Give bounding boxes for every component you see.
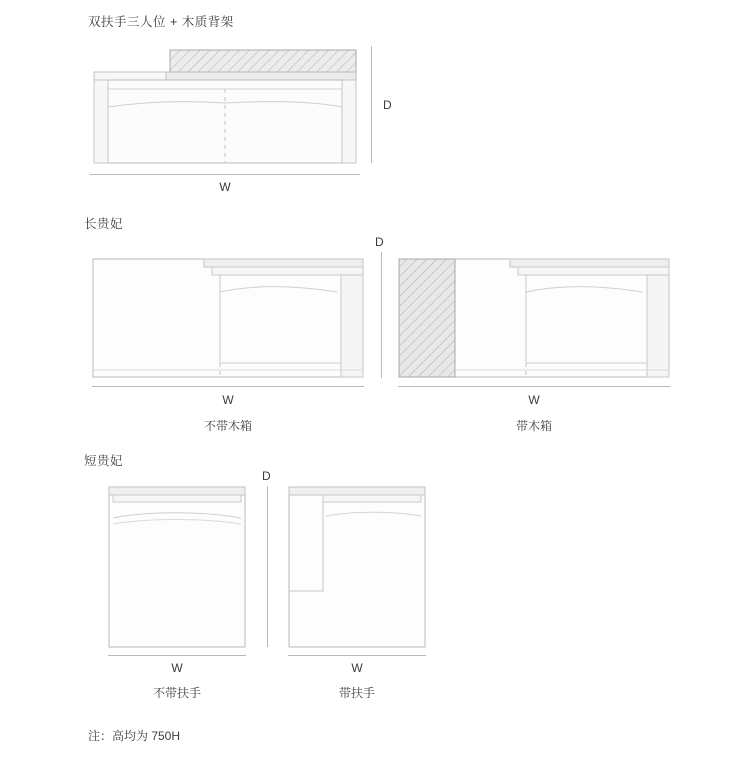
depth-label-long-chaise: D [375,235,384,249]
figure-long-chaise-with-box [398,258,670,378]
figure-short-chaise-with-arm [288,486,426,648]
figure-three-seater-side [86,45,376,175]
section-title-three-seater: 双扶手三人位 + 木质背架 [88,15,234,29]
figure-long-chaise-no-box [92,258,364,378]
caption-long-chaise-with-box: 带木箱 [515,419,552,433]
dimension-line-width-short-chaise-with-arm [288,655,426,656]
width-label-short-chaise-no-arm: W [171,661,183,675]
section-title-short-chaise: 短贵妃 [84,454,124,468]
width-label-long-chaise-with-box: W [528,393,540,407]
section-title-long-chaise: 长贵妃 [84,217,124,231]
caption-long-chaise-no-box: 不带木箱 [203,419,252,433]
caption-short-chaise-no-arm: 不带扶手 [152,686,201,700]
depth-label-short-chaise: D [262,469,271,483]
width-label-short-chaise-with-arm: W [351,661,363,675]
dimension-line-width-long-chaise-with-box [398,386,670,387]
dimension-line-width-three-seater [90,174,360,175]
dimension-line-width-short-chaise-no-arm [108,655,246,656]
note-height: 注：高均为 750H [88,729,181,743]
dimension-line-depth-three-seater [371,46,372,163]
caption-short-chaise-with-arm: 带扶手 [338,686,375,700]
dimension-line-width-long-chaise-no-box [92,386,364,387]
figure-short-chaise-no-arm [108,486,246,648]
dimension-line-depth-long-chaise [381,252,382,378]
dimension-line-depth-short-chaise [267,486,268,647]
depth-label-three-seater: D [383,98,392,112]
width-label-three-seater: W [219,180,231,194]
width-label-long-chaise-no-box: W [222,393,234,407]
